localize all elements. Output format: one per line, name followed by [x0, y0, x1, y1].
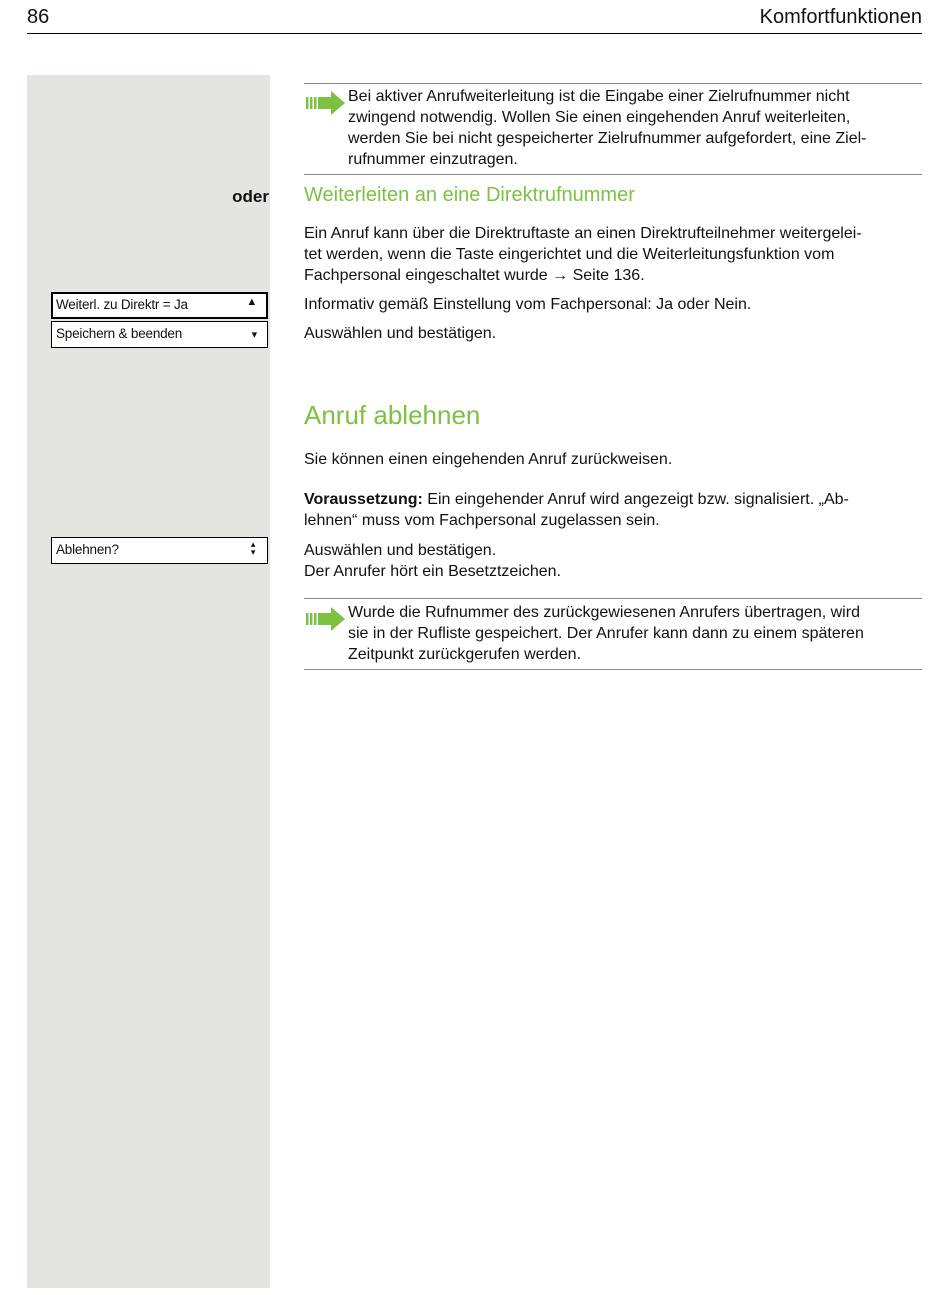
note-line: rufnummer einzutragen.	[348, 151, 518, 168]
scroll-down-icon: ▾	[251, 329, 257, 341]
note-line: zwingend notwendig. Wollen Sie einen eingehenden Anruf weiterleiten,	[348, 109, 851, 126]
intro-line: Fachpersonal eingeschaltet wurde → Seite 136.	[304, 267, 645, 284]
precondition-text: Ein eingehender Anruf wird angezeigt bzw. signalisiert. „Ab-	[422, 491, 849, 508]
note-line: Bei aktiver Anrufweiterleitung ist die Eingabe einer Zielrufnummer nicht	[348, 88, 850, 105]
note-top-rule	[304, 598, 922, 599]
precondition-label: Voraussetzung:	[304, 491, 423, 508]
section-title: Komfortfunktionen	[759, 6, 922, 28]
note-bottom-rule	[304, 174, 922, 175]
menu-description	[304, 540, 922, 582]
green-arrow-icon	[304, 606, 346, 632]
note-line: sie in der Rufliste gespeichert. Der Anrufer kann dann zu einem späteren	[348, 625, 864, 642]
section-intro	[304, 223, 922, 286]
precondition-paragraph	[304, 489, 922, 531]
scroll-up-icon: ▲	[246, 296, 257, 308]
precondition-text: lehnen“ muss vom Fachpersonal zugelassen sein.	[304, 512, 660, 529]
page-number: 86	[27, 6, 50, 28]
description-line: Der Anrufer hört ein Besetztzeichen.	[304, 563, 562, 580]
oder-label: oder	[232, 187, 269, 206]
menu-description: Informativ gemäß Einstellung vom Fachpersonal: Ja oder Nein.	[304, 296, 752, 313]
note-bottom-rule	[304, 669, 922, 670]
chapter-heading: Anruf ablehnen	[304, 400, 481, 430]
chapter-intro: Sie können einen eingehenden Anruf zurückweisen.	[304, 451, 673, 468]
intro-line: tet werden, wenn die Taste eingerichtet und die Weiterleitungsfunktion vom	[304, 246, 835, 263]
scroll-updown-icon: ▴▾	[250, 539, 256, 557]
section-heading: Weiterleiten an eine Direktrufnummer	[304, 184, 635, 206]
menu-item-label: Speichern & beenden	[56, 326, 183, 341]
menu-item-label: Ablehnen?	[56, 542, 119, 557]
note-text	[348, 86, 922, 170]
note-line: Zeitpunkt zurückgerufen werden.	[348, 646, 582, 663]
header-divider	[27, 33, 922, 34]
sidebar-panel	[27, 75, 270, 1288]
intro-line: Ein Anruf kann über die Direktruftaste an einen Direktrufteilnehmer weitergelei-	[304, 225, 862, 242]
menu-item-weiterleitung[interactable]	[51, 292, 268, 319]
note-line: werden Sie bei nicht gespeicherter Zielrufnummer aufgefordert, eine Ziel-	[348, 130, 867, 147]
green-arrow-icon	[304, 90, 346, 116]
description-line: Auswählen und bestätigen.	[304, 542, 497, 559]
menu-description: Auswählen und bestätigen.	[304, 325, 497, 342]
note-top-rule	[304, 83, 922, 84]
menu-item-ablehnen[interactable]	[51, 537, 268, 564]
menu-item-speichern[interactable]	[51, 321, 268, 348]
note-line: Wurde die Rufnummer des zurückgewiesenen Anrufers übertragen, wird	[348, 604, 860, 621]
menu-item-label: Weiterl. zu Direktr = Ja	[56, 297, 188, 312]
note-text	[348, 602, 922, 665]
